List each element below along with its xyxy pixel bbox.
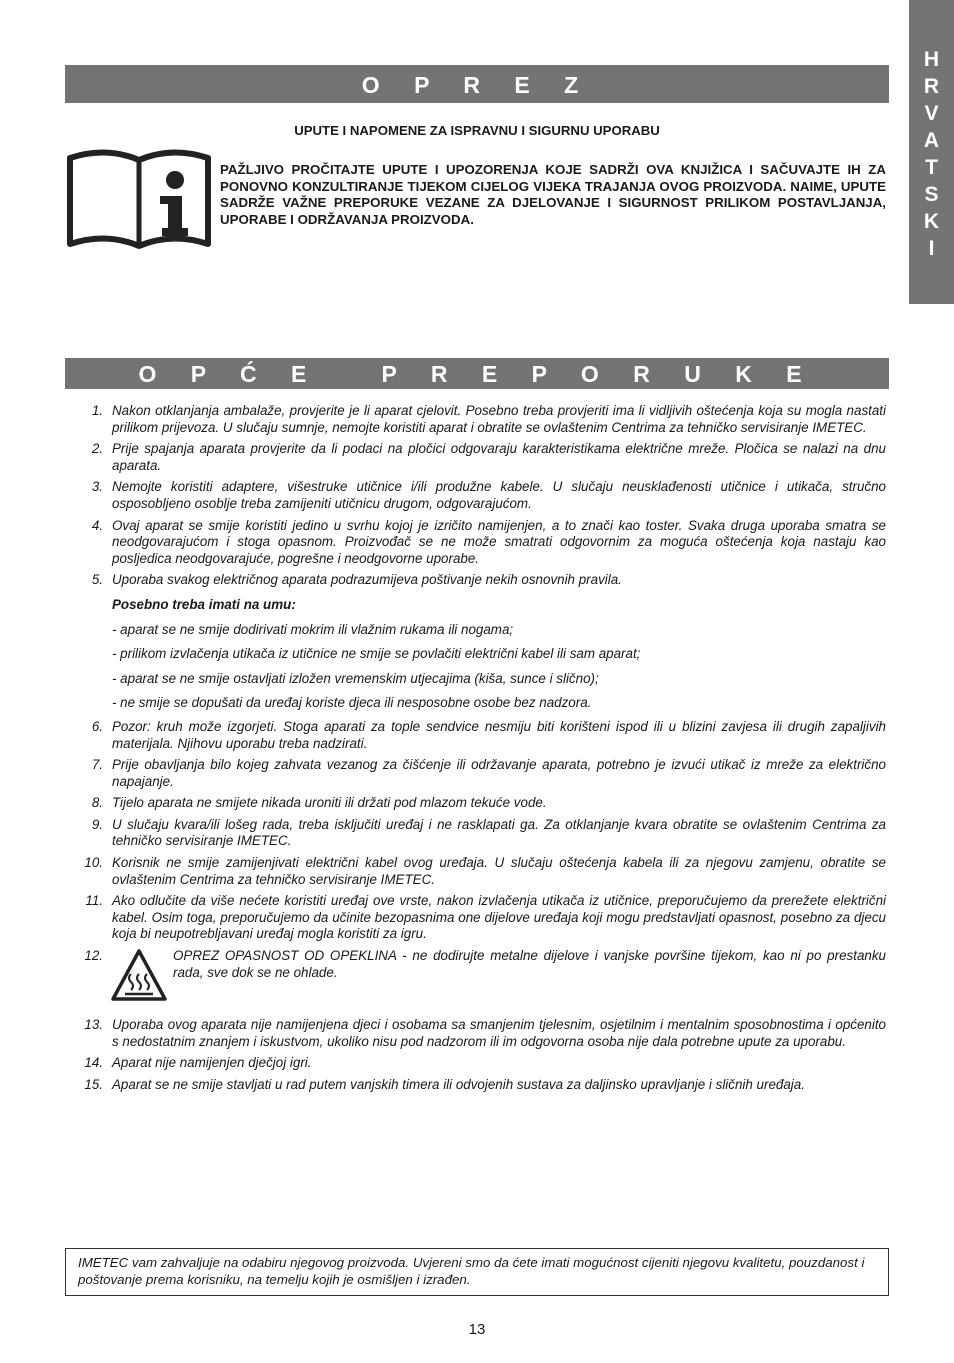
list-item: 15. Aparat se ne smije stavljati u rad putem vanjskih timera ili odvojenih sustava za daljinsko upravljanje i sličnih uređaja. xyxy=(84,1076,805,1092)
list-item: 13. Uporaba ovog aparata nije namijenjena djeci i osobama sa smanjenim tjelesnim, osjetilnim i mentalnim sposobnostima i općenito s nedostatnim znanjem i iskustvom, ukoliko nisu pod nadzorom ili im odgovorna osoba nije dala potrebne upute za uporabu. xyxy=(84,1017,886,1049)
language-tab-letter: A xyxy=(923,129,940,152)
list-item: 11. Ako odlučite da više nećete koristiti uređaj ove vrste, nakon izvlačenja utikača iz utičnice, preporučujemo da prerežete električni kabel. Osim toga, preporučujemo da učinite bezopasnima one dijelove uređaja koji mogu predstavljati opasnost, posebno za djecu koja bi neupotrebljavani uređaj mogla koristiti za igru. xyxy=(85,893,886,942)
sub-bullet: - aparat se ne smije dodirivati mokrim ili vlažnim rukama ili nogama; xyxy=(112,621,514,637)
language-tab-letter: V xyxy=(924,102,939,125)
recommendations-list xyxy=(76,403,886,1098)
language-tab-letter: I xyxy=(928,237,935,260)
list-item: 10. Korisnik ne smije zamijenjivati električni kabel ovog uređaja. U slučaju oštećenja kabela ili za njegovu zamjenu, obratite se ovlaštenim Centrima za tehničko servisiranje IMETEC. xyxy=(84,855,886,887)
list-item: 9. U slučaju kvara/ili lošeg rada, treba isključiti uređaj i ne rasklapati ga. Za otklanjanje kvara obratite se ovlaštenim Centrima za tehničko servisiranje IMETEC. xyxy=(91,816,886,849)
list-item: 14. Aparat nije namijenjen dječjoj igri. xyxy=(84,1055,312,1071)
language-tab-letter: S xyxy=(924,183,939,206)
list-item: 3. Nemojte koristiti adaptere, višestruke utičnice i/ili produžne kabele. U slučaju neusklađenosti utičnice i utikača, stručno osposobljeno osoblje treba zamijeniti utičnicu drugom, odgovarajućom. xyxy=(91,479,886,511)
sub-bullet: - prilikom izvlačenja utikača iz utičnice ne smije se povlačiti električni kabel ili sam aparat; xyxy=(112,646,641,662)
list-item: 6. Pozor: kruh može izgorjeti. Stoga aparati za tople sendvice nesmiju biti korišteni ispod ili u blizini zavjesa ili drugih zapaljivih materijala. Njihovu uporabu treba nadzirati. xyxy=(91,718,886,751)
info-book-icon xyxy=(66,146,212,250)
language-tab-letter: K xyxy=(923,210,940,233)
language-tab-letter: T xyxy=(925,156,938,179)
list-item: 1. Nakon otklanjanja ambalaže, provjerite je li aparat cjelovit. Posebno treba provjeriti ima li vidljivih oštećenja koja su mogla nastati prilikom prijevoza. U slučaju sumnje, nemojte koristiti aparat i obratite se ovlaštenim Centrima za tehničko servisiranje IMETEC. xyxy=(91,403,886,435)
list-item: 5. Uporaba svakog električnog aparata podrazumijeva poštivanje nekih osnovnih pravila. xyxy=(91,572,622,588)
sub-heading: Posebno treba imati na umu: xyxy=(112,596,296,612)
language-tab-letter: H xyxy=(923,48,940,71)
section-title-opce-preporuke: O P Ć E P R E P O R U K E xyxy=(65,358,889,389)
hot-surface-warning-icon xyxy=(110,948,168,1002)
language-tab-hrvatski xyxy=(909,0,954,304)
language-tab-letter: R xyxy=(923,75,940,98)
sub-bullet: - aparat se ne smije ostavljati izložen vremenskim utjecajima (kiša, sunce i slično); xyxy=(112,670,599,686)
subheading: UPUTE I NAPOMENE ZA ISPRAVNU I SIGURNU UPORABU xyxy=(294,123,660,138)
section-title-oprez: O P R E Z xyxy=(65,65,889,103)
list-item: 8. Tijelo aparata ne smijete nikada uroniti ili držati pod mlazom tekuće vode. xyxy=(91,795,547,811)
sub-bullet: - ne smije se dopušati da uređaj koriste djeca ili nesposobne osobe bez nadzora. xyxy=(112,695,592,711)
list-item: 7. Prije obavljanja bilo kojeg zahvata vezanog za čišćenje ili održavanje aparata, potrebno je izvući utikač iz mreže za električno napajanje. xyxy=(91,757,886,789)
thank-you-note: IMETEC vam zahvaljuje na odabiru njegovog proizvoda. Uvjereni smo da ćete imati mogućnost cijeniti njegovu kvalitetu, pouzdanost i poštovanje prema korisniku, na temelju kojih je osmišljen i izrađen. xyxy=(65,1248,889,1296)
list-item: 4. Ovaj aparat se smije koristiti jedino u svrhu kojoj je izričito namijenjen, a to znači kao toster. Svaka druga uporaba smatra se neodgovarajućom i stoga opasnom. Proizvođač se ne može smatrati odgovornim za moguća oštećenja koja nastaju kao posljedica neodgovarajuće, pogrešne i neodgovorne uporabe. xyxy=(91,517,886,566)
page-number: 13 xyxy=(468,1321,486,1338)
list-item: 2. Prije spajanja aparata provjerite da li podaci na pločici odgovaraju karakteristikama električne mreže. Pločica se nalazi na dnu aparata. xyxy=(91,441,886,473)
intro-warning-text: PAŽLJIVO PROČITAJTE UPUTE I UPOZORENJA KOJE SADRŽI OVA KNJIŽICA I SAČUVAJTE IH ZA PONOVNO KONZULTIRANJE TIJEKOM CIJELOG VIJEKA TRAJANJA OVOG PROIZVODA. NAIME, UPUTE SADRŽE VAŽNE PREPORUKE VEZANE ZA DJELOVANJE I SIGURNOST PRILIKOM POSTAVLJANJA, UPORABE I ODRŽAVANJA PROIZVODA. xyxy=(220,162,886,227)
list-item-hot-surface: 12. OPREZ OPASNOST OD OPEKLINA - ne dodirujte metalne dijelove i vanjske površine tijekom, kao ni po prestanku rada, sve dok se ne ohlade. xyxy=(76,948,886,1008)
